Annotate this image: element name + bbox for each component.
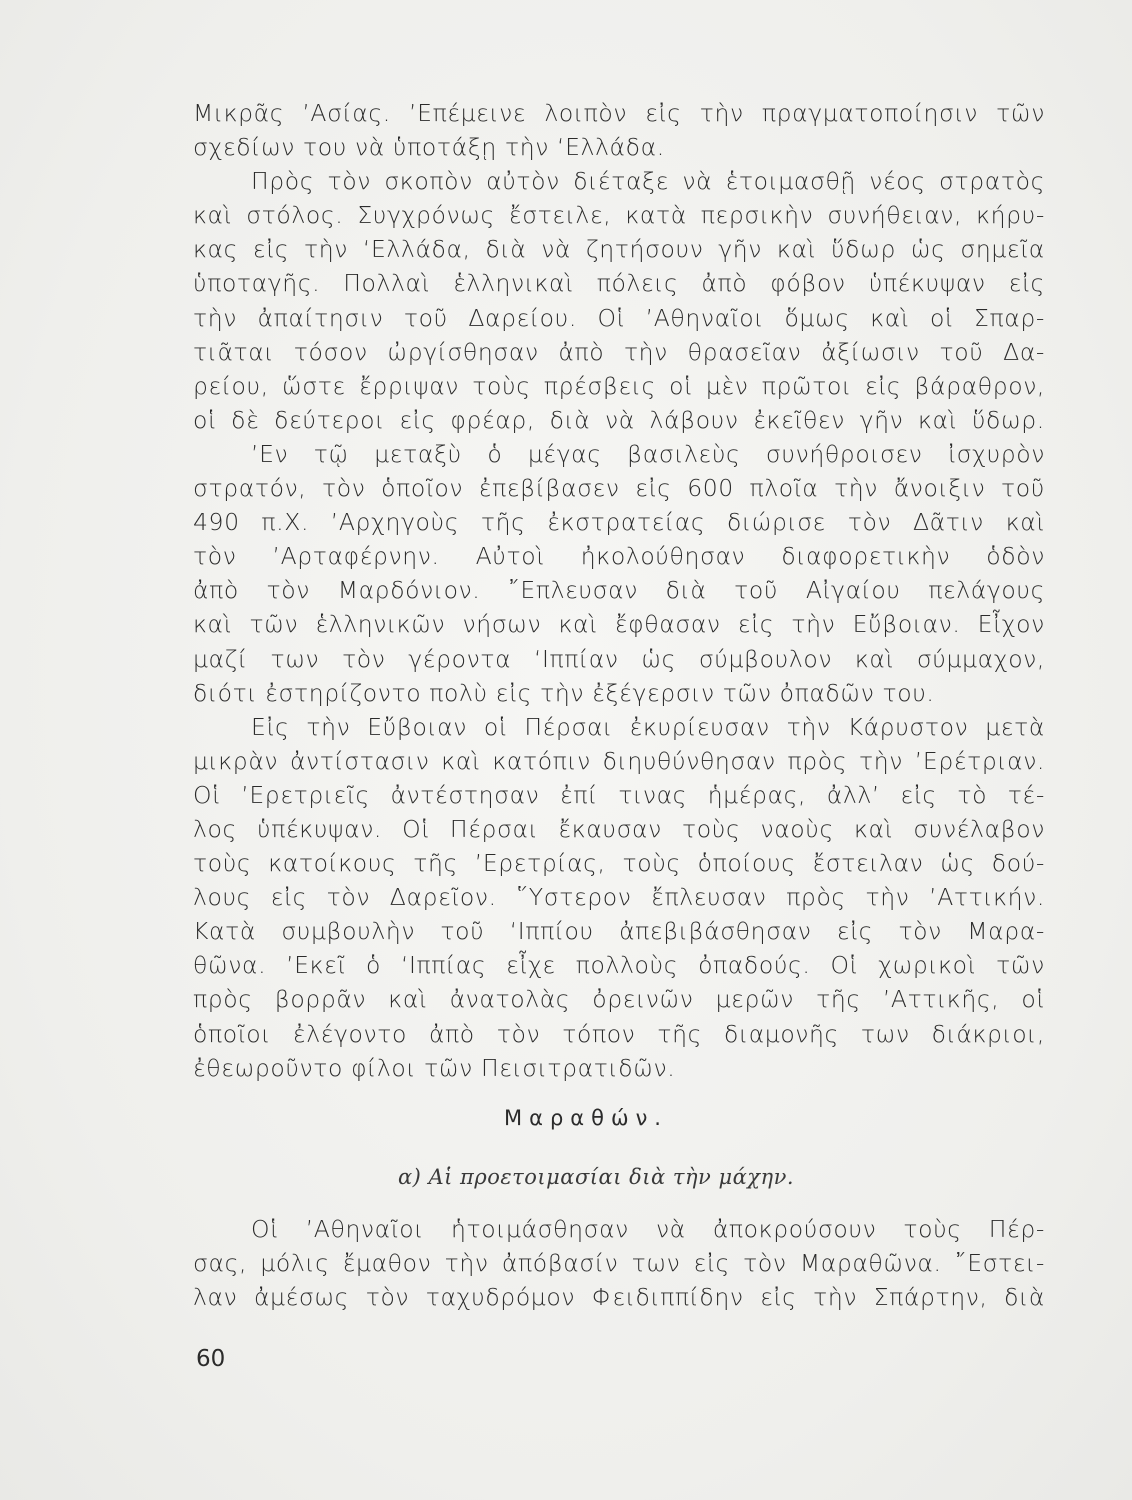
text-line: θῶνα. ’Εκεῖ ὁ ‘Ιππίας εἶχε πολλοὺς ὀπαδούς. Οἱ χωρικοὶ τῶν <box>193 951 1045 980</box>
text-line: κας εἰς τὴν ‘Ελλάδα, διὰ νὰ ζητήσουν γῆν καὶ ὕδωρ ὡς σημεῖα <box>193 235 1045 264</box>
section-title: Μαραθών. <box>504 1106 668 1130</box>
text-line: λος ὑπέκυψαν. Οἱ Πέρσαι ἔκαυσαν τοὺς ναοὺς καὶ συνέλαβον <box>193 814 1045 843</box>
text-line: Εἰς τὴν Εὔβοιαν οἱ Πέρσαι ἐκυρίευσαν τὴν Κάρυστον μετὰ <box>251 712 1045 741</box>
text-line: 490 π.Χ. ’Αρχηγοὺς τῆς ἐκστρατείας διώρισε τὸν Δᾶτιν καὶ <box>193 508 1045 537</box>
text-line: ’Εν τῷ μεταξὺ ὁ μέγας βασιλεὺς συνήθροισεν ἰσχυρὸν <box>251 439 1045 468</box>
text-line: σας, μόλις ἔμαθον τὴν ἀπόβασίν των εἰς τὸν Μαραθῶνα. ῎Εστει- <box>193 1249 1045 1278</box>
text-line: τιᾶται τόσον ὠργίσθησαν ἀπὸ τὴν θρασεῖαν ἀξίωσιν τοῦ Δα- <box>193 337 1045 366</box>
text-line: Μικρᾶς ’Ασίας. ’Επέμεινε λοιπὸν εἰς τὴν πραγματοποίησιν τῶν <box>193 99 1045 127</box>
text-line: λαν ἀμέσως τὸν ταχυδρόμον Φειδιππίδην εἰς τὴν Σπάρτην, διὰ <box>193 1283 1045 1312</box>
text-line: στρατόν, τὸν ὁποῖον ἐπεβίβασεν εἰς 600 πλοῖα τὴν ἄνοιξιν τοῦ <box>193 474 1045 503</box>
text-line: Πρὸς τὸν σκοπὸν αὐτὸν διέταξε νὰ ἑτοιμασθῇ νέος στρατὸς <box>251 167 1045 196</box>
text-line: ἀπὸ τὸν Μαρδόνιον. ῎Επλευσαν διὰ τοῦ Αἰγαίου πελάγους <box>193 576 1045 605</box>
text-line: καὶ στόλος. Συγχρόνως ἔστειλε, κατὰ περσικὴν συνήθειαν, κήρυ- <box>193 201 1045 230</box>
body-text-bottom <box>193 1212 1045 1314</box>
section-subtitle: α) Αἱ προετοιμασίαι διὰ τὴν μάχην. <box>397 1165 795 1189</box>
text-line: μαζί των τὸν γέροντα ‘Ιππίαν ὡς σύμβουλον καὶ σύμμαχον, <box>193 644 1045 673</box>
text-line: Κατὰ συμβουλὴν τοῦ ‘Ιππίου ἀπεβιβάσθησαν εἰς τὸν Μαρα- <box>193 917 1045 946</box>
text-line: λους εἰς τὸν Δαρεῖον. ῞Υστερον ἔπλευσαν πρὸς τὴν ’Αττικήν. <box>193 883 1045 912</box>
text-line: ἐθεωροῦντο φίλοι τῶν Πεισιτρατιδῶν. <box>193 1053 676 1082</box>
text-line: οἱ δὲ δεύτεροι εἰς φρέαρ, διὰ νὰ λάβουν ἐκεῖθεν γῆν καὶ ὕδωρ. <box>193 405 1045 434</box>
text-line: Οἱ ’Αθηναῖοι ἡτοιμάσθησαν νὰ ἀποκρούσουν τοὺς Πέρ- <box>251 1215 1045 1243</box>
text-line: τὸν ’Αρταφέρνην. Αὐτοὶ ἠκολούθησαν διαφορετικὴν ὁδὸν <box>193 542 1045 571</box>
text-line: σχεδίων του νὰ ὑποτάξῃ τὴν ‘Ελλάδα. <box>193 133 665 162</box>
text-line: μικρὰν ἀντίστασιν καὶ κατόπιν διηυθύνθησαν πρὸς τὴν ’Ερέτριαν. <box>193 746 1045 775</box>
text-line: τοὺς κατοίκους τῆς ’Ερετρίας, τοὺς ὁποίους ἔστειλαν ὡς δού- <box>193 849 1045 878</box>
page-number: 60 <box>196 1346 226 1372</box>
text-line: ὁποῖοι ἐλέγοντο ἀπὸ τὸν τόπον τῆς διαμονῆς των διάκριοι, <box>193 1019 1045 1048</box>
text-line: ὑποταγῆς. Πολλαὶ ἑλληνικαὶ πόλεις ἀπὸ φόβον ὑπέκυψαν εἰς <box>193 269 1045 298</box>
text-line: διότι ἐστηρίζοντο πολὺ εἰς τὴν ἐξέγερσιν τῶν ὀπαδῶν του. <box>193 678 935 707</box>
text-line: Οἱ ’Ερετριεῖς ἀντέστησαν ἐπί τινας ἡμέρας, ἀλλ’ εἰς τὸ τέ- <box>193 780 1045 809</box>
text-line: πρὸς βορρᾶν καὶ ἀνατολὰς ὀρεινῶν μερῶν τῆς ’Αττικῆς, οἱ <box>193 985 1045 1014</box>
body-text-top <box>193 96 1045 1085</box>
text-line: καὶ τῶν ἑλληνικῶν νήσων καὶ ἔφθασαν εἰς τὴν Εὔβοιαν. Εἶχον <box>193 610 1045 639</box>
text-line: τὴν ἀπαίτησιν τοῦ Δαρείου. Οἱ ’Αθηναῖοι ὅμως καὶ οἱ Σπαρ- <box>193 303 1045 332</box>
text-line: ρείου, ὥστε ἔρριψαν τοὺς πρέσβεις οἱ μὲν πρῶτοι εἰς βάραθρον, <box>193 371 1045 400</box>
